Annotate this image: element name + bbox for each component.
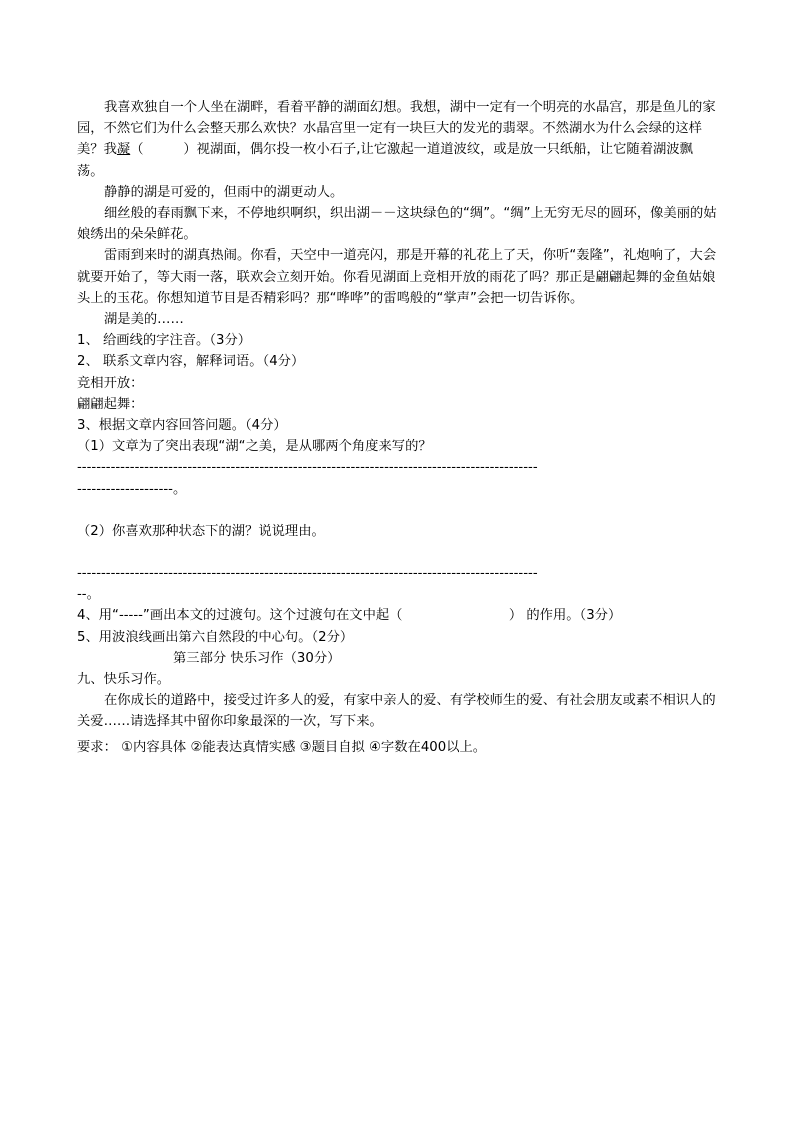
passage-paragraph-5: 湖是美的…… <box>104 312 184 328</box>
question-3-2: （2）你喜欢那种状态下的湖？说说理由。 <box>77 523 325 539</box>
question-3-1: （1）文章为了突出表现“湖“之美，是从哪两个角度来写的？ <box>77 439 432 455</box>
question-3: 3、根据文章内容回答问题。（4分） <box>77 418 287 434</box>
question-2-term-1[interactable]: 竞相开放： <box>77 375 144 391</box>
section-3-title: 第三部分 快乐习作（30分） <box>173 650 341 666</box>
spacer <box>77 542 717 563</box>
question-text: ） 的作用。（3分） <box>508 608 622 624</box>
answer-line[interactable]: --。 <box>77 587 100 603</box>
answer-line[interactable]: ------------------------------------------------------------------------------------------------ <box>77 566 538 582</box>
underlined-char: 凝 <box>116 142 131 158</box>
question-4 <box>77 605 717 626</box>
passage-text: 视湖面，偶尔投一枚小石子,让它激起一道道波纹，或是放一只纸船，让它随着湖波飘荡。 <box>77 142 693 179</box>
passage-paragraph-3: 细丝般的春雨飘下来，不停地织啊织，织出湖－－这块绿色的“绸”。“绸”上无穷无尽的圆环，像美丽的姑娘绣出的朵朵鲜花。 <box>77 206 717 243</box>
answer-blank[interactable]: （ ） <box>130 142 197 158</box>
spacer <box>77 500 717 521</box>
question-2: 2、 联系文章内容，解释词语。（4分） <box>77 354 305 370</box>
passage-paragraph-1 <box>77 97 717 182</box>
passage-paragraph-4: 雷雨到来时的湖真热闹。你看，天空中一道亮闪，那是开幕的礼花上了天，你听“轰隆”，礼炮响了，大会就要开始了，等大雨一落，联欢会立刻开始。你看见湖面上竞相开放的雨花了吗？那正是翩翩起舞的金鱼姑娘头上的玉花。你想知道节目是否精彩吗？那“哗哗”的雷鸣般的“掌声”会把一切告诉你。 <box>77 248 717 306</box>
writing-requirements: 要求： ①内容具体 ②能表达真情实感 ③题目自拟 ④字数在400以上。 <box>77 739 487 755</box>
answer-line[interactable]: --------------------。 <box>77 481 187 497</box>
passage-paragraph-2: 静静的湖是可爱的，但雨中的湖更动人。 <box>104 184 344 200</box>
answer-line[interactable]: ------------------------------------------------------------------------------------------------ <box>77 460 538 476</box>
passage-text: 我喜欢独自一个人坐在湖畔，看着平静的湖面幻想。我想，湖中一定有一个明亮的水晶宫，那是鱼儿的家园，不然它们为什么会整天那么欢快？水晶宫里一定有一块巨大的发光的翡翠。不然湖水为什么会绿的这样美？我 <box>77 100 716 158</box>
writing-prompt: 在你成长的道路中，接受过许多人的爱，有家中亲人的爱、有学校师生的爱、有社会朋友或素不相识人的关爱……请选择其中留你印象最深的一次，写下来。 <box>77 693 716 730</box>
question-text: 4、用“-----”画出本文的过渡句。这个过渡句在文中起（ <box>77 608 403 624</box>
question-2-term-2[interactable]: 翩翩起舞： <box>77 396 144 412</box>
question-1: 1、 给画线的字注音。（3分） <box>77 333 252 349</box>
answer-blank[interactable] <box>402 605 508 626</box>
question-5: 5、用波浪线画出第六自然段的中心句。（2分） <box>77 629 354 645</box>
section-3-item: 九、快乐习作。 <box>77 672 171 688</box>
exam-page <box>77 97 717 758</box>
